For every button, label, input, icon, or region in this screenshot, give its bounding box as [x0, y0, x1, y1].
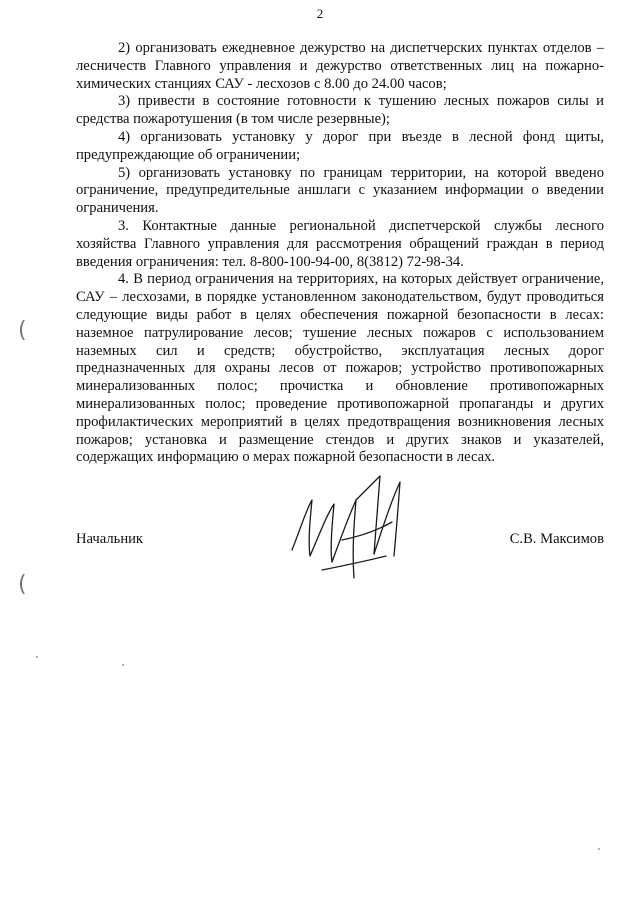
- signer-position: Начальник: [76, 531, 144, 547]
- paragraph-item-5: 5) организовать установку по границам территории, на которой введено ограничение, предупредительные аншлаги с указанием информации о введении ограничения.: [76, 164, 604, 217]
- scan-speck: [598, 848, 600, 850]
- scan-speck: [36, 656, 38, 658]
- binding-hole-mark: (: [18, 318, 27, 343]
- paragraph-item-2: 2) организовать ежедневное дежурство на диспетчерских пунктах отделов – лесничеств Главного управления и дежурство ответственных лиц на пожарно-химических станциях САУ - лесхозов с 8.00 до 24.00 часов;: [76, 40, 604, 92]
- scan-speck: [122, 664, 124, 666]
- paragraph-contact-data: 3. Контактные данные региональной диспетчерской службы лесного хозяйства Главного управления для рассмотрения обращений граждан в период введения ограничения: тел. 8-800-100-94-00, 8(3812) 72-98-34.: [76, 217, 604, 270]
- signer-name: С.В. Максимов: [509, 531, 604, 547]
- paragraph-works-list: 4. В период ограничения на территориях, на которых действует ограничение, САУ – лесхозами, в порядке установленном законодательством, будут проводиться следующие виды работ в целях обеспечения пожарной безопасности в лесах: наземное патрулирование лесов; тушение лесных пожаров с использованием наземных сил и средств; обустройство, эксплуатация лесных дорог предназначенных для охраны лесов от пожаров; устройство противопожарных минерализованных полос; прочистка и обновление противопожарных минерализованных полос; проведение противопожарной пропаганды и других профилактических мероприятий в целях предотвращения возникновения лесных пожаров; установка и размещение стендов и других знаков и указателей, содержащих информацию о мерах пожарной безопасности в лесах.: [76, 271, 604, 466]
- binding-hole-mark: (: [18, 572, 27, 597]
- paragraph-item-3: 3) привести в состояние готовности к тушению лесных пожаров силы и средства пожаротушения (в том числе резервные);: [76, 93, 604, 128]
- handwritten-signature: [282, 470, 422, 590]
- paragraph-item-4: 4) организовать установку у дорог при въезде в лесной фонд щиты, предупреждающие об ограничении;: [76, 128, 604, 163]
- document-body: [76, 40, 604, 467]
- page-number: 2: [316, 6, 324, 21]
